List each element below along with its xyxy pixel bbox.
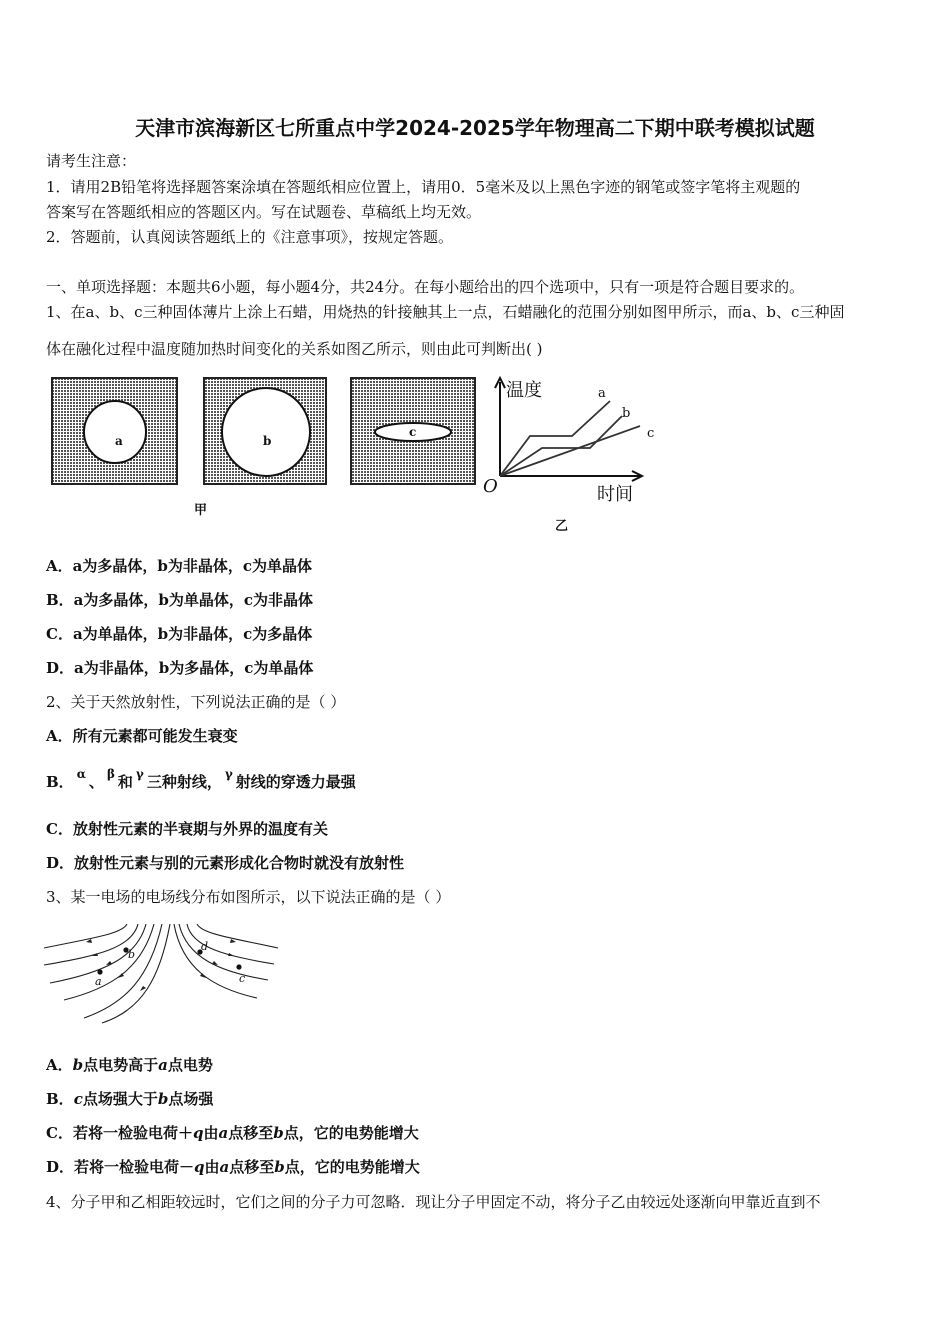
q3-option-d[interactable]	[46, 1158, 420, 1176]
curve-c	[500, 426, 640, 476]
point-var: b	[72, 1056, 84, 1074]
page-title: 天津市滨海新区七所重点中学2024-2025学年物理高二下期中联考模拟试题	[135, 116, 815, 140]
curve-label-a: a	[598, 386, 606, 401]
option-prefix: D．若将一检验电荷－	[46, 1158, 195, 1176]
arrow	[230, 939, 236, 943]
option-text: 由	[203, 1124, 219, 1142]
alpha-symbol: α	[76, 767, 86, 781]
option-prefix: A．	[46, 1056, 73, 1074]
option-prefix: B．	[46, 1090, 74, 1108]
field-label-b: b	[128, 948, 136, 961]
q2-option-a[interactable]: A．所有元素都可能发生衰变	[46, 727, 238, 745]
charge-var: q	[192, 1124, 204, 1142]
option-text: 点电势	[167, 1056, 213, 1074]
q3-option-c[interactable]	[46, 1124, 419, 1142]
plate-label-c: c	[409, 425, 417, 439]
plate-label-a: a	[115, 434, 123, 448]
charge-var: q	[194, 1158, 205, 1176]
field-line	[102, 924, 170, 1023]
tail-text: 射线的穿透力最强	[235, 773, 356, 791]
graph-origin: O	[483, 476, 498, 497]
arrow	[140, 986, 146, 991]
arrow	[228, 953, 234, 956]
point-var: c	[73, 1090, 83, 1108]
gamma-symbol-2: γ	[224, 767, 233, 781]
rays-text: 三种射线，	[146, 773, 222, 791]
section-heading: 一、单项选择题：本题共6小题，每小题4分，共24分。在每小题给出的四个选项中，只有一项是符合题目要求的。	[46, 278, 805, 296]
field-label-a: a	[95, 975, 102, 988]
q2-option-d[interactable]: D．放射性元素与别的元素形成化合物时就没有放射性	[46, 854, 405, 872]
field-line	[44, 924, 138, 965]
point-var: a	[219, 1158, 230, 1176]
q1-option-d[interactable]: D．a为非晶体，b为多晶体，c为单晶体	[46, 659, 314, 677]
option-text: 点电势高于	[83, 1056, 159, 1074]
point-var: a	[158, 1056, 168, 1074]
q1-option-b[interactable]: B．a为多晶体，b为单晶体，c为非晶体	[46, 591, 314, 609]
option-text: 由	[204, 1158, 220, 1176]
option-text: 点，它的电势能增大	[283, 1124, 419, 1142]
point-var: a	[218, 1124, 229, 1142]
graph-ylabel: 温度	[506, 380, 542, 401]
notice-line-2: 2．答题前，认真阅读答题纸上的《注意事项》，按规定答题。	[46, 228, 454, 246]
point-var: b	[274, 1158, 285, 1176]
figure-yi-label: 乙	[555, 519, 569, 534]
q2-option-c[interactable]: C．放射性元素的半衰期与外界的温度有关	[46, 820, 328, 838]
curve-b	[500, 416, 622, 476]
field-label-d: d	[201, 940, 209, 953]
notice-line-1a: 1．请用2B铅笔将选择题答案涂填在答题纸相应位置上，请用0．5毫米及以上黑色字迹的钢笔或签字笔将主观题的	[46, 178, 801, 196]
field-line	[174, 924, 257, 998]
q1-option-a[interactable]: A．a为多晶体，b为非晶体，c为单晶体	[46, 557, 312, 575]
gamma-symbol: γ	[135, 767, 144, 781]
plate-label-b: b	[263, 434, 272, 448]
notice-line-1b: 答案写在答题纸相应的答题区内。写在试题卷、草稿纸上均无效。	[46, 203, 482, 221]
figure-electric-field	[42, 918, 282, 1028]
point-var: b	[273, 1124, 284, 1142]
beta-symbol: β	[106, 767, 115, 781]
plate-a	[52, 378, 177, 484]
figure-jia-label: 甲	[194, 503, 208, 518]
separator: 、	[88, 773, 104, 791]
option-text: 点移至	[228, 1124, 274, 1142]
q2-option-b-prefix: B．	[46, 773, 74, 791]
plate-b	[204, 378, 326, 484]
notice-header: 请考生注意：	[46, 152, 137, 170]
point-c	[236, 964, 241, 969]
q2-stem: 2、关于天然放射性，下列说法正确的是（ ）	[46, 693, 346, 711]
q1-stem-line-1: 1、在a、b、c三种固体薄片上涂上石蜡，用烧热的针接触其上一点，石蜡融化的范围分别如图甲所示，而a、b、c三种固	[46, 303, 845, 321]
point-var: b	[157, 1090, 169, 1108]
q2-option-b[interactable]	[46, 767, 356, 792]
option-text: 点，它的电势能增大	[284, 1158, 420, 1176]
option-text: 点场强	[168, 1090, 214, 1108]
field-line	[44, 924, 127, 948]
q1-option-c[interactable]: C．a为单晶体，b为非晶体，c为多晶体	[46, 625, 313, 643]
option-prefix: C．若将一检验电荷＋	[46, 1124, 193, 1142]
q3-option-b[interactable]	[46, 1090, 213, 1108]
q1-stem-line-2: 体在融化过程中温度随加热时间变化的关系如图乙所示，则由此可判断出( )	[46, 340, 543, 358]
curve-label-b: b	[622, 406, 631, 421]
curve-label-c: c	[647, 426, 655, 441]
option-text: 点场强大于	[82, 1090, 158, 1108]
q3-option-a[interactable]	[46, 1056, 213, 1074]
option-text: 点移至	[229, 1158, 275, 1176]
field-label-c: c	[239, 972, 246, 985]
point-a	[97, 969, 102, 974]
field-line	[197, 924, 278, 948]
field-line	[179, 924, 268, 980]
q3-stem: 3、某一电场的电场线分布如图所示，以下说法正确的是（ ）	[46, 888, 451, 906]
and-text: 和	[117, 773, 133, 791]
graph-xlabel: 时间	[597, 484, 633, 505]
q4-stem: 4、分子甲和乙相距较远时，它们之间的分子力可忽略．现让分子甲固定不动，将分子乙由较远处逐渐向甲靠近直到不	[46, 1193, 821, 1211]
